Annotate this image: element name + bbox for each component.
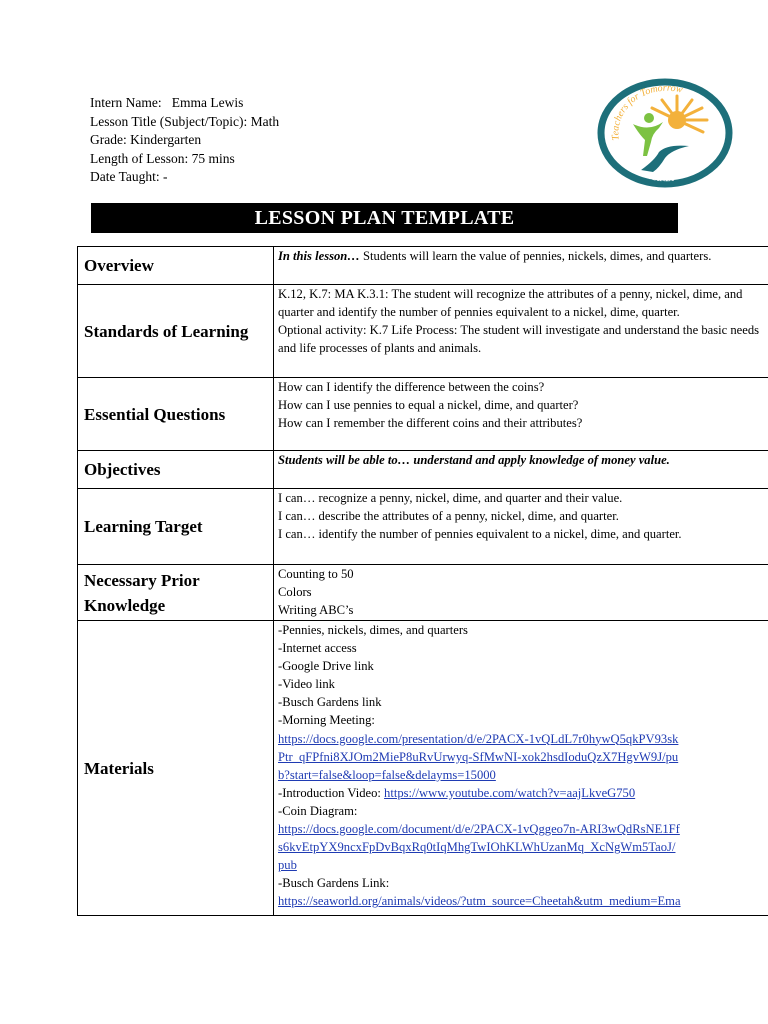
target-2: I can… describe the attributes of a penny, nickel, dime, and quarter. — [278, 509, 619, 524]
prior-knowledge-content — [274, 565, 768, 621]
lesson-plan-table — [77, 246, 768, 916]
learning-target-label: Learning Target — [78, 489, 274, 565]
grade: Grade: Kindergarten — [90, 132, 202, 148]
material-7: -Introduction Video: — [278, 785, 385, 800]
material-1: -Pennies, nickels, dimes, and quarters — [278, 623, 468, 637]
lesson-plan-banner: LESSON PLAN TEMPLATE — [91, 203, 678, 233]
morning-meeting-link-part-1[interactable]: https://docs.google.com/presentation/d/e/2PACX-1vQLdL7r0hywQ5qkPV93sk — [278, 731, 679, 746]
learning-target-content — [274, 489, 768, 565]
standards-text-2: Optional activity: K.7 Life Process: The student will investigate and understand the basic needs and life processes of plants and animals. — [278, 323, 760, 356]
prior-knowledge-label: Necessary Prior Knowledge — [78, 565, 274, 621]
lesson-title: Lesson Title (Subject/Topic): Math — [90, 113, 280, 129]
standards-text-1: K.12, K.7: MA K.3.1: The student will recognize the attributes of a penny, nickel, dime, and quarter and identify the number of pennies equivalent to a nickel, dime, quarter. — [278, 287, 743, 320]
objectives-content — [274, 451, 768, 489]
target-1: I can… recognize a penny, nickel, dime, and quarter and their value. — [278, 491, 623, 505]
question-2: How can I use pennies to equal a nickel, dime, and quarter? — [278, 398, 579, 413]
overview-content — [274, 247, 768, 285]
intern-name: Intern Name: Emma Lewis — [90, 95, 244, 110]
row-materials — [78, 621, 768, 916]
objectives-text: Students will be able to… understand and apply knowledge of money value. — [278, 453, 670, 467]
logo-top-text: Teachers for Tomorrow — [610, 82, 684, 142]
lesson-length: Length of Lesson: 75 mins — [90, 150, 235, 166]
standards-content — [274, 285, 768, 378]
overview-text: Students will learn the value of pennies, nickels, dimes, and quarters. — [359, 249, 712, 263]
overview-lead: In this lesson… — [278, 249, 360, 263]
row-standards — [78, 285, 768, 378]
material-2: -Internet access — [278, 641, 357, 656]
coin-diagram-link-part-3[interactable]: pub — [278, 858, 297, 873]
question-1: How can I identify the difference between the coins? — [278, 380, 545, 394]
material-8: -Coin Diagram: — [278, 803, 358, 818]
introduction-video-link[interactable]: https://www.youtube.com/watch?v=aajLkveG750 — [384, 785, 636, 800]
essential-questions-content — [274, 378, 768, 451]
material-9: -Busch Gardens Link: — [278, 876, 390, 891]
row-overview — [78, 247, 768, 285]
row-essential-questions — [78, 378, 768, 451]
row-prior-knowledge — [78, 565, 768, 621]
busch-gardens-link[interactable]: https://seaworld.org/animals/videos/?utm_source=Cheetah&utm_medium=Ema — [278, 894, 681, 909]
row-objectives — [78, 451, 768, 489]
coin-diagram-link-part-2[interactable]: s6kvEtpYX9ncxFpDvBqxRq0tIqMhgTwIOhKLWhUzanMq_XcNgWm5TaoJ/ — [278, 840, 676, 855]
objectives-label: Objectives — [78, 451, 274, 489]
materials-label: Materials — [78, 621, 274, 916]
standards-label: Standards of Learning — [78, 285, 274, 378]
prior-2: Colors — [278, 585, 312, 600]
overview-label: Overview — [78, 247, 274, 285]
prior-1: Counting to 50 — [278, 567, 354, 581]
morning-meeting-link-part-3[interactable]: b?start=false&loop=false&delayms=15000 — [278, 767, 496, 782]
prior-3: Writing ABC’s — [278, 603, 354, 618]
materials-content — [274, 621, 768, 916]
teachers-for-tomorrow-logo — [597, 78, 733, 188]
material-6: -Morning Meeting: — [278, 713, 375, 728]
logo-bottom-text: VIRGINIA — [635, 166, 675, 184]
material-3: -Google Drive link — [278, 659, 374, 674]
target-3: I can… identify the number of pennies equivalent to a nickel, dime, and quarter. — [278, 527, 682, 542]
essential-questions-label: Essential Questions — [78, 378, 274, 451]
coin-diagram-link-part-1[interactable]: https://docs.google.com/document/d/e/2PACX-1vQggeo7n-ARI3wQdRsNE1Ff — [278, 822, 680, 837]
date-taught: Date Taught: - — [90, 169, 168, 185]
material-4: -Video link — [278, 677, 335, 692]
question-3: How can I remember the different coins and their attributes? — [278, 416, 583, 431]
row-learning-target — [78, 489, 768, 565]
morning-meeting-link-part-2[interactable]: Ptr_qFPfni8XJOm2MieP8uRvUrwyq-SfMwNI-xok2hsdIoduQzX7HgvW9J/pu — [278, 749, 679, 764]
material-5: -Busch Gardens link — [278, 695, 382, 710]
lesson-header-info — [90, 94, 279, 187]
